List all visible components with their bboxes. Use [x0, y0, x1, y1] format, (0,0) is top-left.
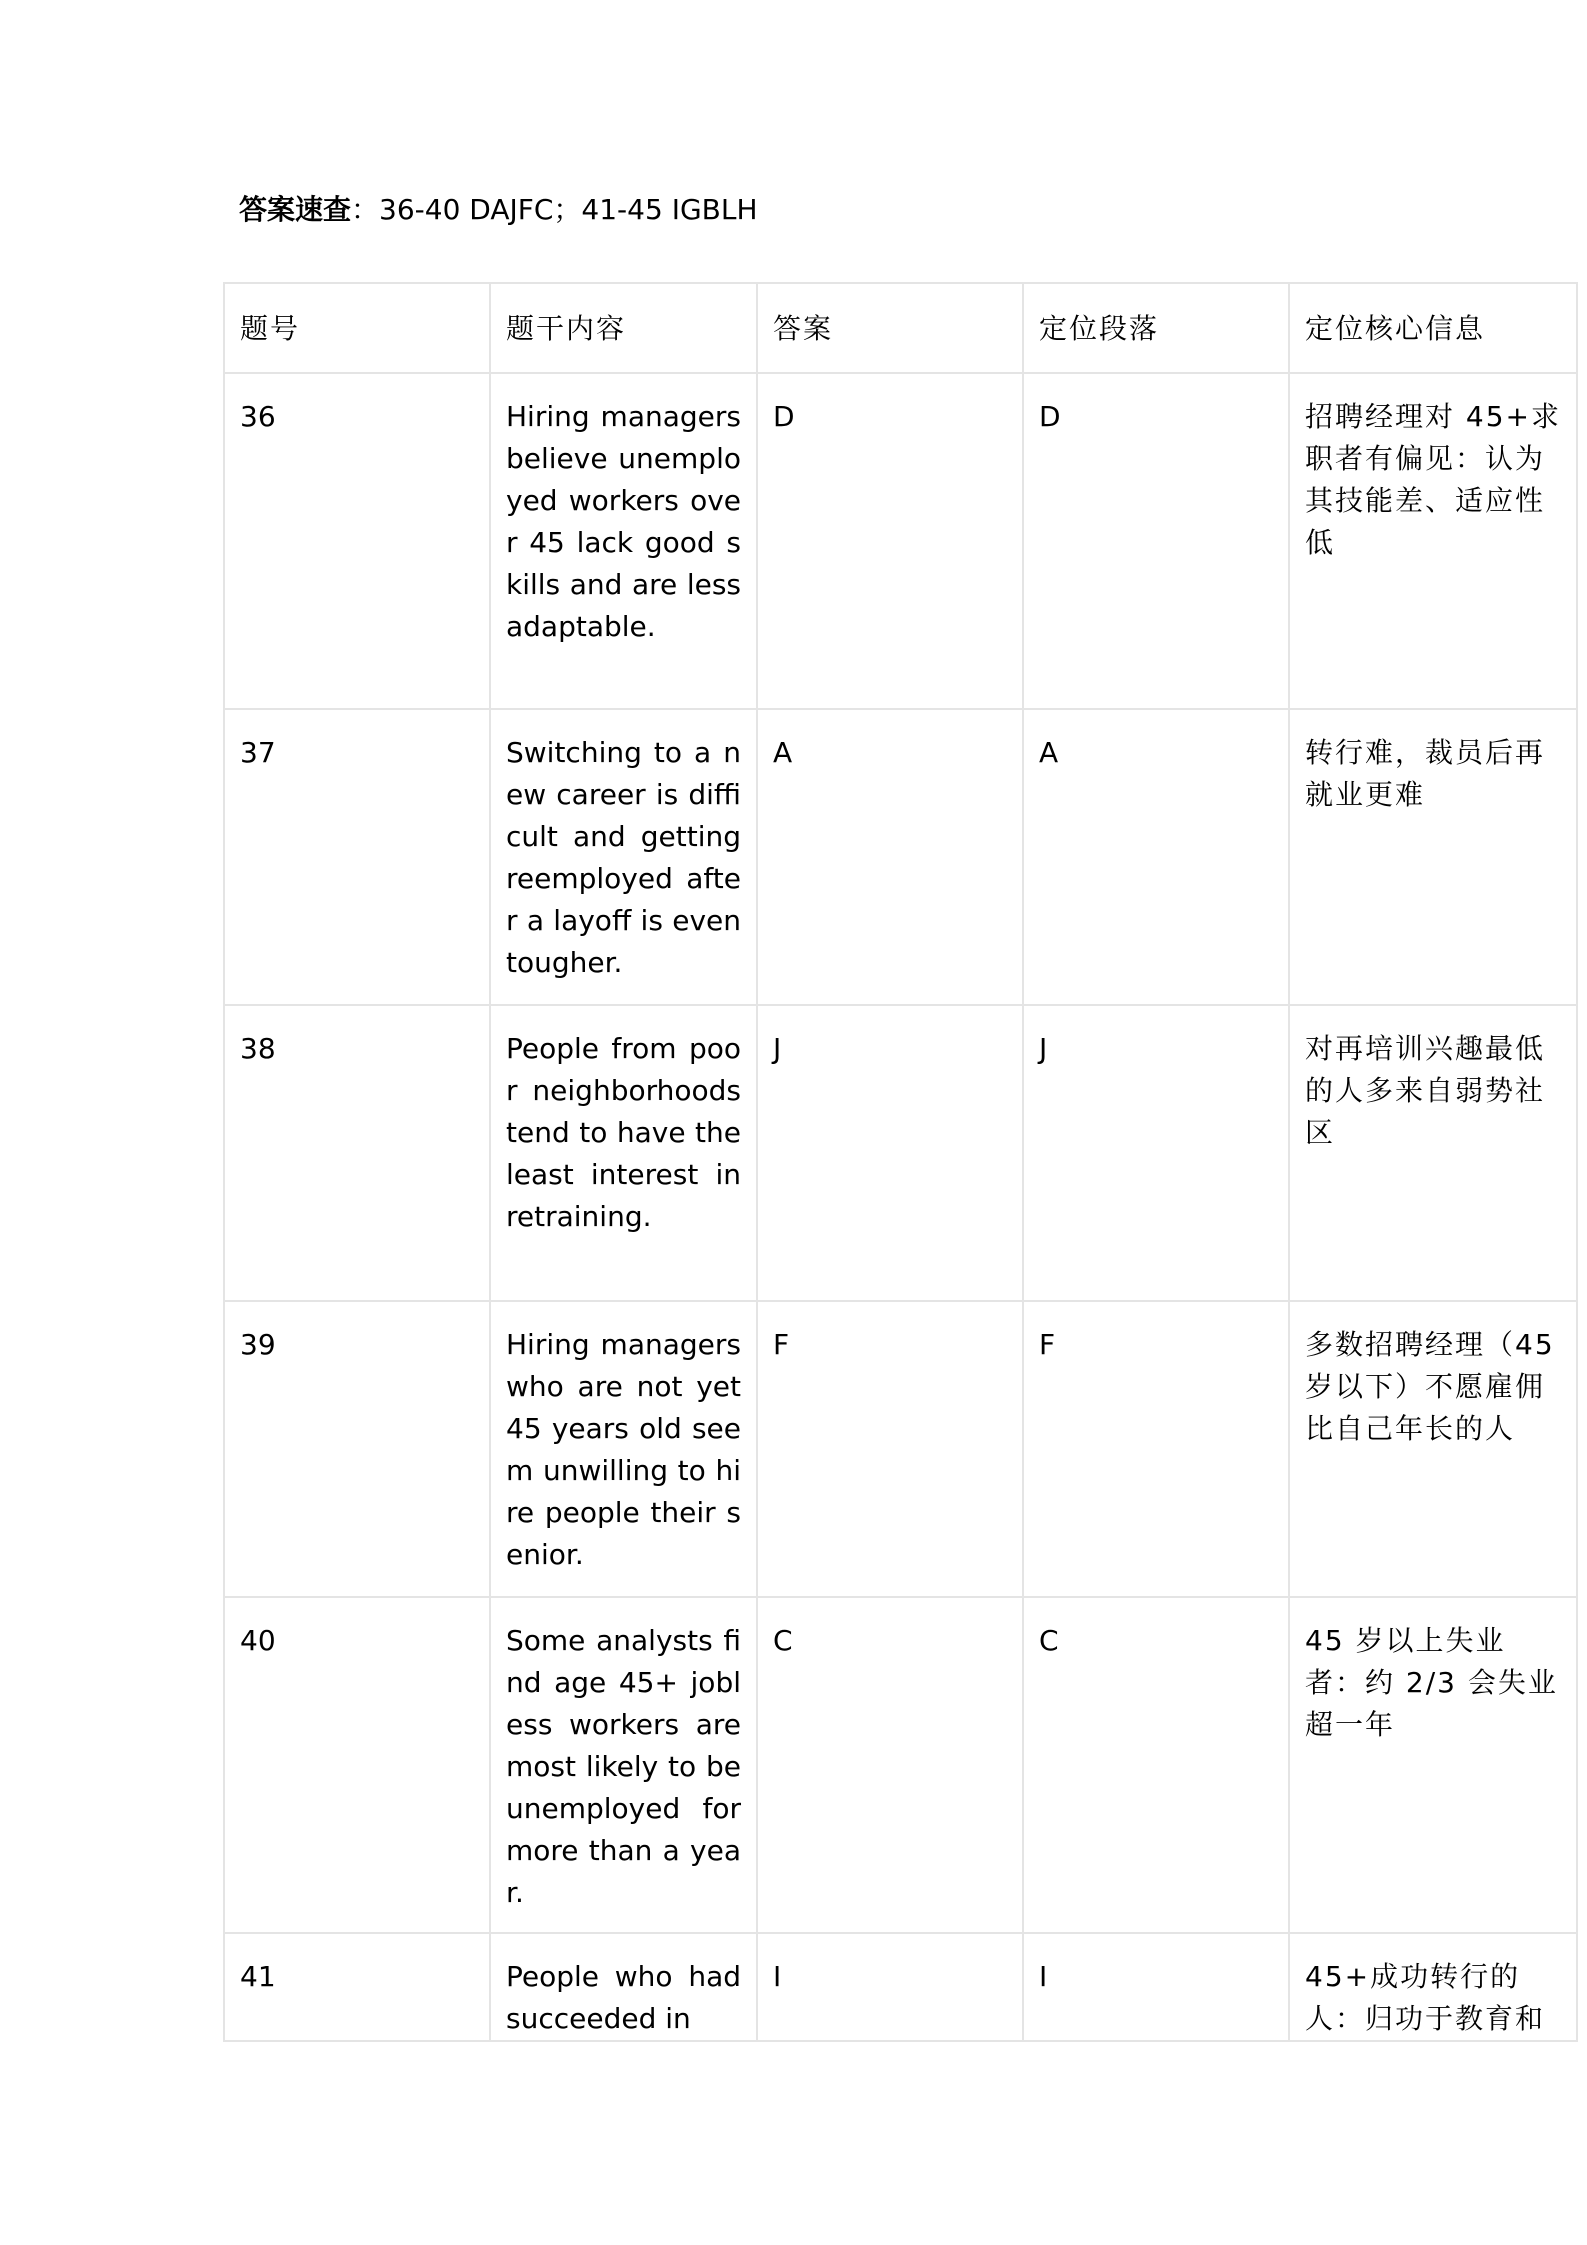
answer-letter: C [757, 1597, 1023, 1933]
question-number: 41 [224, 1933, 490, 2041]
key-info: 对再培训兴趣最低的人多来自弱势社区 [1289, 1005, 1577, 1301]
question-stem: Switching to a new career is difficult and getting reemployed after a layoff is even tougher. [490, 709, 757, 1005]
answer-letter: J [757, 1005, 1023, 1301]
question-number: 37 [224, 709, 490, 1005]
answer-letter: A [757, 709, 1023, 1005]
table-row [224, 1301, 1577, 1597]
table-row [224, 1597, 1577, 1933]
answer-summary-label: 答案速查 [239, 193, 352, 226]
answer-letter: F [757, 1301, 1023, 1597]
key-info: 转行难，裁员后再就业更难 [1289, 709, 1577, 1005]
question-stem: People who had succeeded in [490, 1933, 757, 2041]
key-info: 45+成功转行的人：归功于教育和 [1289, 1933, 1577, 2041]
question-number: 38 [224, 1005, 490, 1301]
key-info: 45 岁以上失业者：约 2/3 会失业超一年 [1289, 1597, 1577, 1933]
answer-letter: I [757, 1933, 1023, 2041]
header-question-stem: 题干内容 [490, 283, 757, 373]
key-info: 招聘经理对 45+求职者有偏见：认为其技能差、适应性低 [1289, 373, 1577, 709]
answer-summary [239, 190, 758, 230]
question-number: 39 [224, 1301, 490, 1597]
paragraph-letter: I [1023, 1933, 1289, 2041]
question-stem: People from poor neighborhoods tend to have the least interest in retraining. [490, 1005, 757, 1301]
paragraph-letter: J [1023, 1005, 1289, 1301]
paragraph-letter: A [1023, 709, 1289, 1005]
answer-summary-separator: ： [351, 193, 380, 226]
answer-summary-text: 36-40 DAJFC；41-45 IGBLH [379, 193, 758, 226]
table-row [224, 709, 1577, 1005]
question-number: 40 [224, 1597, 490, 1933]
paragraph-letter: D [1023, 373, 1289, 709]
question-stem: Hiring managers who are not yet 45 years old seem unwilling to hire people their senior. [490, 1301, 757, 1597]
table-header-row [224, 283, 1577, 373]
header-key-info: 定位核心信息 [1289, 283, 1577, 373]
paragraph-letter: F [1023, 1301, 1289, 1597]
paragraph-letter: C [1023, 1597, 1289, 1933]
key-info: 多数招聘经理（45 岁以下）不愿雇佣比自己年长的人 [1289, 1301, 1577, 1597]
question-stem: Hiring managers believe unemployed workers over 45 lack good skills and are less adaptable. [490, 373, 757, 709]
answer-table [223, 282, 1578, 2042]
header-answer: 答案 [757, 283, 1023, 373]
table-row [224, 1005, 1577, 1301]
header-paragraph: 定位段落 [1023, 283, 1289, 373]
answer-letter: D [757, 373, 1023, 709]
table-row [224, 1933, 1577, 2041]
question-stem: Some analysts find age 45+ jobless workers are most likely to be unemployed for more than a year. [490, 1597, 757, 1933]
header-question-number: 题号 [224, 283, 490, 373]
table-row [224, 373, 1577, 709]
question-number: 36 [224, 373, 490, 709]
